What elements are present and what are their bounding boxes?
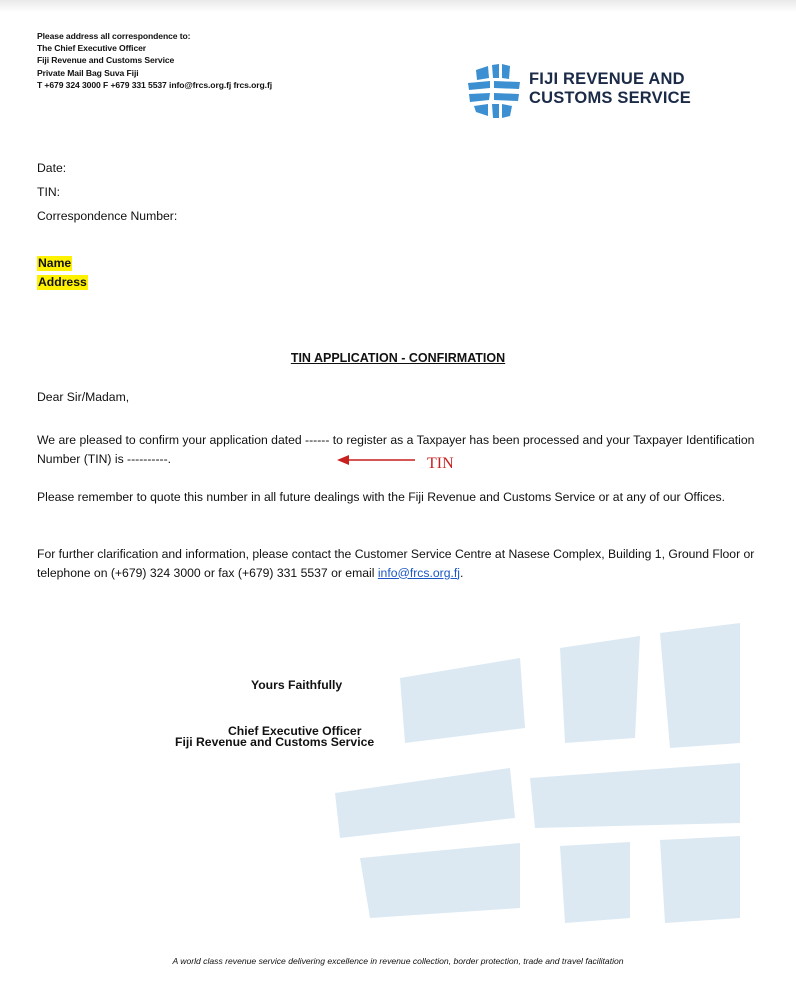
reminder-paragraph: Please remember to quote this number in all future dealings with the Fiji Revenue and Customs Service or at any of our Offices. bbox=[37, 490, 726, 504]
address-line: T +679 324 3000 F +679 331 5537 info@frcs.org.fj frcs.org.fj bbox=[37, 79, 273, 90]
closing-text: Yours Faithfully bbox=[251, 678, 343, 692]
confirmation-paragraph: We are pleased to confirm your application dated ------ to register as a Taxpayer has been processed and your Taxpayer Identification Number (TIN) is ----------. bbox=[37, 433, 755, 466]
contact-paragraph bbox=[37, 545, 757, 582]
tin-label: TIN: bbox=[37, 185, 61, 199]
recipient-address-placeholder: Address bbox=[38, 275, 87, 289]
email-trailing: . bbox=[459, 565, 464, 580]
recipient-name-placeholder: Name bbox=[38, 256, 72, 270]
correspondence-number-label: Correspondence Number: bbox=[37, 209, 178, 223]
address-line: The Chief Executive Officer bbox=[37, 43, 147, 54]
logo-wordmark bbox=[529, 70, 691, 108]
letter-meta-fields bbox=[37, 156, 177, 228]
email-link[interactable]: info@frcs.org.fj bbox=[377, 565, 460, 580]
viewer-top-shadow bbox=[0, 0, 796, 12]
address-line: Fiji Revenue and Customs Service bbox=[37, 55, 175, 66]
salutation: Dear Sir/Madam, bbox=[37, 390, 130, 404]
address-line: Please address all correspondence to: bbox=[37, 31, 191, 41]
logo-line-2: CUSTOMS SERVICE bbox=[529, 89, 691, 107]
letter-title: TIN APPLICATION - CONFIRMATION bbox=[290, 351, 506, 365]
annotation-arrow-icon bbox=[337, 453, 417, 467]
signatory-organisation: Fiji Revenue and Customs Service bbox=[175, 735, 375, 749]
signatory-title: Chief Executive Officer bbox=[228, 724, 362, 738]
date-label: Date: bbox=[37, 161, 67, 175]
tin-annotation-label: TIN bbox=[427, 455, 454, 472]
footer-tagline: A world class revenue service delivering excellence in revenue collection, border protection, trade and travel facilitation bbox=[172, 956, 624, 966]
frcs-logo bbox=[466, 62, 706, 120]
watermark-logo-graphic bbox=[330, 618, 750, 938]
address-line: Private Mail Bag Suva Fiji bbox=[37, 67, 139, 78]
frcs-emblem-icon bbox=[466, 62, 522, 120]
logo-line-1: FIJI REVENUE AND bbox=[529, 70, 685, 88]
correspondence-address-block bbox=[37, 30, 272, 91]
contact-text: For further clarification and information, please contact the Customer Service Centre at Nasese Complex, Building 1, Ground Floor or telephone on (+679) 324 3000 or fax (+679) 331 5537 or email bbox=[37, 547, 755, 580]
